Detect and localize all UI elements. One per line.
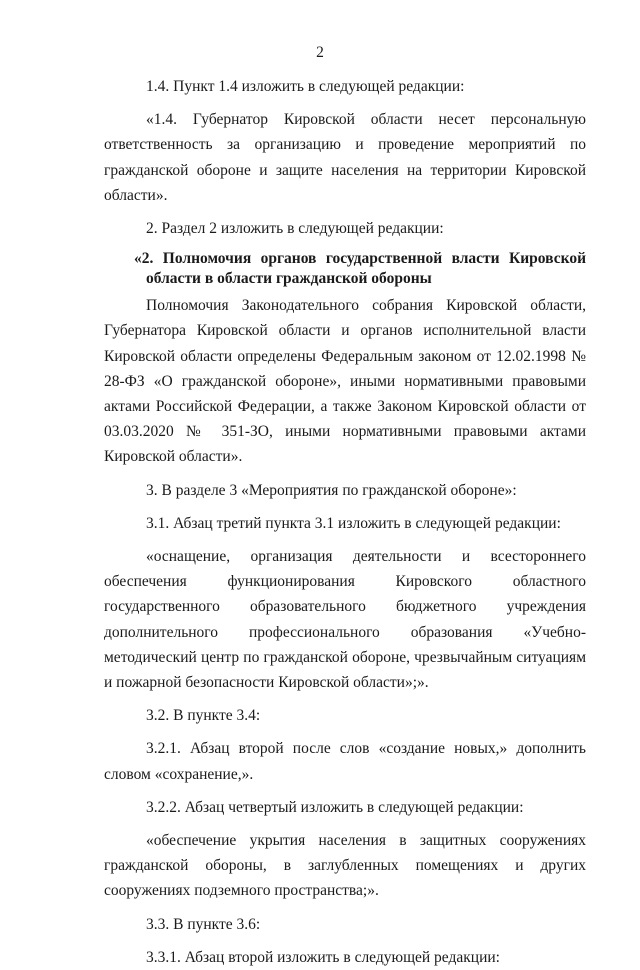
- paragraph-1-4-text: «1.4. Губернатор Кировской области несет персональную ответственность за организацию и проведение мероприятий по гражданской обороне и защите населения на территории Кировской области».: [104, 111, 586, 204]
- paragraph-3-2-1: 3.2.1. Абзац второй после слов «создание новых,» дополнить словом «сохранение,».: [104, 740, 586, 783]
- paragraph-section-2-text: Полномочия Законодательного собрания Кировской области, Губернатора Кировской области и органов исполнительной власти Кировской области определены Федеральным законом от 12.02.1998 № 28-ФЗ «О гражданской обороне», иными нормативными правовыми актами Российской Федерации, а также Законом Кировской области от 03.03.2020 № 351-ЗО, иными нормативными правовыми актами Кировской области».: [104, 297, 586, 466]
- paragraph-section-3-intro: 3. В разделе 3 «Мероприятия по гражданской обороне»:: [146, 481, 517, 499]
- paragraph-3-2-intro: 3.2. В пункте 3.4:: [146, 707, 261, 725]
- paragraph-3-3-1: 3.3.1. Абзац второй изложить в следующей редакции:: [146, 948, 500, 966]
- page-number: 2: [316, 44, 324, 61]
- paragraph-3-1-intro: 3.1. Абзац третий пункта 3.1 изложить в следующей редакции:: [146, 514, 561, 532]
- section-2-heading: «2. Полномочия органов государственной власти Кировской области в области гражданской обороны: [134, 250, 586, 288]
- document-body: [104, 74, 586, 970]
- paragraph-section-2-intro: 2. Раздел 2 изложить в следующей редакции:: [146, 220, 444, 238]
- paragraph-3-2-2-intro: 3.2.2. Абзац четвертый изложить в следующей редакции:: [146, 798, 524, 816]
- paragraph-3-3-intro: 3.3. В пункте 3.6:: [146, 915, 261, 933]
- paragraph-3-2-2-text: «обеспечение укрытия населения в защитных сооружениях гражданской обороны, в заглубленных помещениях и других сооружениях подземного пространства;».: [104, 832, 586, 900]
- paragraph-3-1-text: «оснащение, организация деятельности и всестороннего обеспечения функционирования Кировского областного государственного образовательного бюджетного учреждения дополнительного профессионального образования «Учебно-методический центр по гражданской обороне, чрезвычайным ситуациям и пожарной безопасности Кировской области»;».: [104, 548, 586, 692]
- paragraph-1-4-intro: 1.4. Пункт 1.4 изложить в следующей редакции:: [146, 78, 465, 95]
